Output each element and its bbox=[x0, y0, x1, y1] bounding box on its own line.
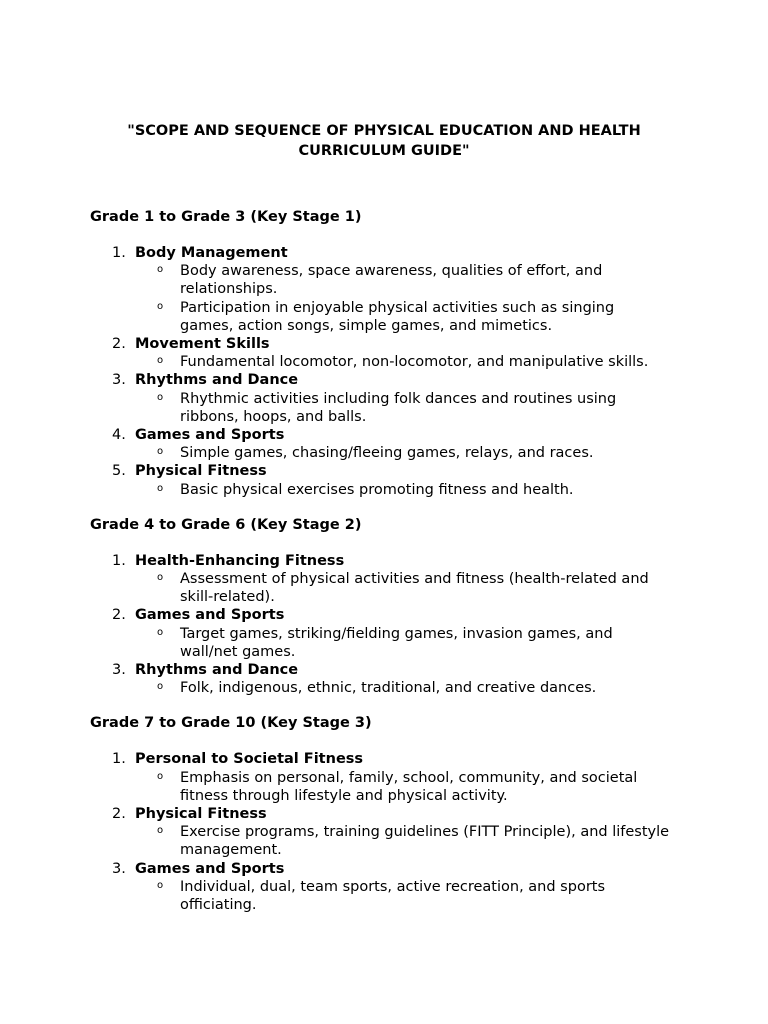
detail-item bbox=[135, 878, 678, 914]
topic-title: Rhythms and Dance bbox=[135, 372, 299, 389]
detail-list bbox=[135, 570, 678, 606]
topic-item bbox=[90, 860, 678, 915]
topic-title: Body Management bbox=[135, 245, 288, 261]
detail-text: Assessment of physical activities and fitness (health-related and skill-related). bbox=[180, 571, 649, 606]
topic-item bbox=[90, 805, 678, 860]
circle-bullet-icon: o bbox=[157, 572, 164, 584]
topic-title: Games and Sports bbox=[135, 427, 285, 444]
section-heading: Grade 7 to Grade 10 (Key Stage 3) bbox=[90, 715, 372, 732]
detail-item bbox=[135, 299, 678, 335]
document-title bbox=[90, 121, 678, 161]
detail-text: Exercise programs, training guidelines (FITT Principle), and lifestyle management. bbox=[180, 824, 670, 859]
detail-item bbox=[135, 570, 678, 606]
topic-item bbox=[90, 335, 678, 371]
document-title-line-1: "SCOPE AND SEQUENCE OF PHYSICAL EDUCATION AND HEALTH bbox=[127, 123, 641, 139]
detail-list bbox=[135, 444, 678, 462]
topic-title: Games and Sports bbox=[135, 607, 285, 624]
topic-number: 1. bbox=[112, 245, 126, 261]
topic-title: Rhythms and Dance bbox=[135, 662, 299, 679]
detail-text: Individual, dual, team sports, active recreation, and sports officiating. bbox=[180, 878, 606, 914]
topic-list bbox=[90, 244, 678, 499]
detail-item bbox=[135, 625, 678, 661]
circle-bullet-icon: o bbox=[157, 355, 164, 367]
detail-list bbox=[135, 262, 678, 335]
topic-item bbox=[90, 371, 678, 426]
topic-item bbox=[90, 462, 678, 498]
topic-item bbox=[90, 606, 678, 661]
curriculum-sections bbox=[90, 208, 678, 914]
circle-bullet-icon: o bbox=[157, 300, 164, 312]
detail-text: Fundamental locomotor, non-locomotor, and manipulative skills. bbox=[180, 354, 649, 371]
document-title-line-2: CURRICULUM GUIDE" bbox=[298, 143, 470, 159]
detail-text: Folk, indigenous, ethnic, traditional, and creative dances. bbox=[180, 680, 597, 697]
grade-section bbox=[90, 208, 678, 499]
topic-number: 3. bbox=[112, 860, 126, 877]
detail-item bbox=[135, 823, 678, 859]
topic-item bbox=[90, 750, 678, 805]
topic-number: 2. bbox=[112, 806, 126, 823]
topic-title: Physical Fitness bbox=[135, 463, 267, 480]
topic-item bbox=[90, 244, 678, 335]
circle-bullet-icon: o bbox=[157, 446, 164, 458]
detail-text: Simple games, chasing/fleeing games, relays, and races. bbox=[180, 445, 594, 462]
circle-bullet-icon: o bbox=[157, 626, 164, 638]
topic-number: 3. bbox=[112, 662, 126, 679]
detail-list bbox=[135, 481, 678, 499]
topic-title: Movement Skills bbox=[135, 336, 270, 353]
topic-number: 1. bbox=[112, 751, 126, 768]
circle-bullet-icon: o bbox=[157, 264, 164, 276]
detail-item bbox=[135, 262, 678, 298]
detail-list bbox=[135, 390, 678, 426]
detail-text: Body awareness, space awareness, qualities of effort, and relationships. bbox=[180, 263, 603, 298]
detail-list bbox=[135, 353, 678, 371]
detail-item bbox=[135, 353, 678, 371]
detail-list bbox=[135, 679, 678, 697]
topic-title: Personal to Societal Fitness bbox=[135, 751, 364, 768]
topic-list bbox=[90, 552, 678, 698]
detail-item bbox=[135, 679, 678, 697]
circle-bullet-icon: o bbox=[157, 482, 164, 494]
topic-number: 2. bbox=[112, 607, 126, 624]
detail-list bbox=[135, 769, 678, 805]
detail-item bbox=[135, 481, 678, 499]
topic-item bbox=[90, 552, 678, 607]
circle-bullet-icon: o bbox=[157, 825, 164, 837]
circle-bullet-icon: o bbox=[157, 770, 164, 782]
topic-number: 3. bbox=[112, 372, 126, 389]
topic-title: Games and Sports bbox=[135, 860, 285, 877]
topic-number: 4. bbox=[112, 427, 126, 444]
circle-bullet-icon: o bbox=[157, 879, 164, 891]
detail-list bbox=[135, 878, 678, 914]
grade-section bbox=[90, 516, 678, 698]
detail-item bbox=[135, 444, 678, 462]
detail-list bbox=[135, 625, 678, 661]
topic-number: 1. bbox=[112, 552, 126, 569]
grade-section bbox=[90, 714, 678, 914]
detail-text: Emphasis on personal, family, school, community, and societal fitness through lifestyle and physical activity. bbox=[180, 769, 638, 804]
topic-item bbox=[90, 661, 678, 697]
section-heading: Grade 4 to Grade 6 (Key Stage 2) bbox=[90, 516, 362, 533]
section-heading: Grade 1 to Grade 3 (Key Stage 1) bbox=[90, 209, 362, 225]
topic-title: Physical Fitness bbox=[135, 806, 267, 823]
detail-text: Rhythmic activities including folk dances and routines using ribbons, hoops, and balls. bbox=[180, 390, 617, 425]
topic-number: 5. bbox=[112, 463, 126, 480]
detail-item bbox=[135, 769, 678, 805]
detail-item bbox=[135, 390, 678, 426]
topic-number: 2. bbox=[112, 336, 126, 353]
detail-text: Participation in enjoyable physical activities such as singing games, action songs, simple games, and mimetics. bbox=[180, 299, 615, 334]
topic-title: Health-Enhancing Fitness bbox=[135, 552, 345, 569]
circle-bullet-icon: o bbox=[157, 391, 164, 403]
topic-item bbox=[90, 426, 678, 462]
detail-text: Basic physical exercises promoting fitness and health. bbox=[180, 481, 574, 498]
detail-text: Target games, striking/fielding games, invasion games, and wall/net games. bbox=[180, 625, 613, 660]
circle-bullet-icon: o bbox=[157, 681, 164, 693]
detail-list bbox=[135, 823, 678, 859]
topic-list bbox=[90, 750, 678, 914]
